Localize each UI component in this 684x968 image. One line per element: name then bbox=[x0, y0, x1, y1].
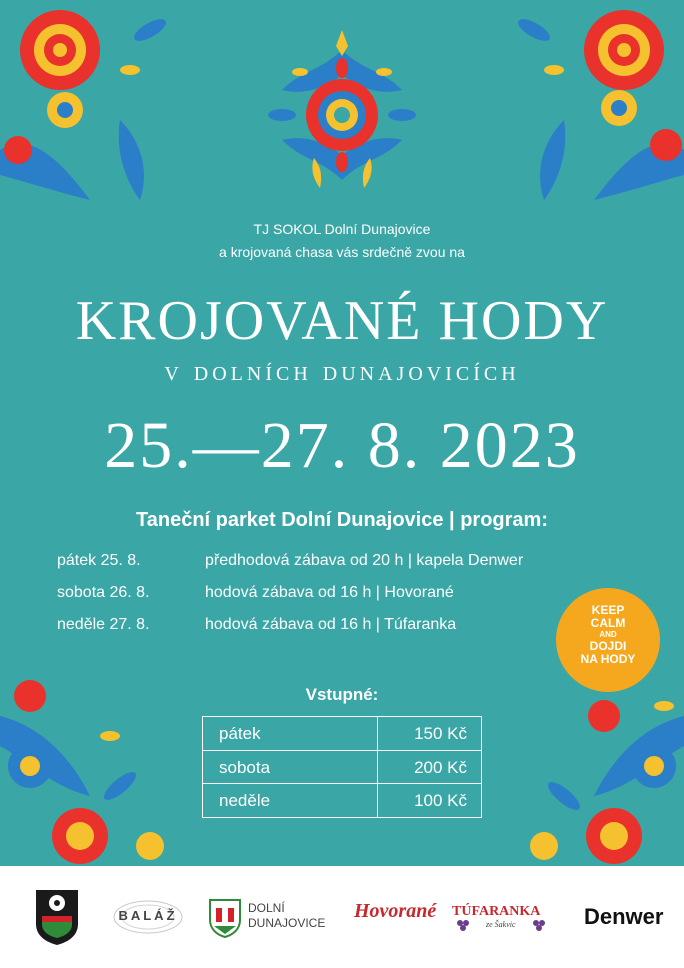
fee-day: sobota bbox=[219, 758, 271, 777]
fees-table bbox=[202, 716, 482, 818]
event-title: KROJOVANÉ HODY bbox=[75, 290, 609, 352]
village-coat-of-arms-icon bbox=[208, 898, 242, 938]
intro-line-2: a krojovaná chasa vás srdečně zvou na bbox=[219, 244, 465, 260]
badge-line: KEEP bbox=[591, 603, 625, 617]
event-date: 25.—27. 8. 2023 bbox=[104, 409, 580, 482]
fees-divider bbox=[377, 717, 378, 817]
fee-row bbox=[203, 717, 481, 751]
badge-line: NA HODY bbox=[580, 652, 636, 666]
program-day: neděle 27. 8. bbox=[57, 616, 150, 633]
program-day: sobota 26. 8. bbox=[57, 584, 150, 601]
program-day: pátek 25. 8. bbox=[57, 552, 141, 569]
folk-ornament-top bbox=[262, 30, 422, 200]
football-club-crest-logo bbox=[34, 888, 80, 946]
fee-price: 150 Kč bbox=[414, 724, 467, 743]
folk-ornament-top-left bbox=[0, 0, 180, 220]
badge-line: CALM bbox=[590, 616, 626, 630]
tufaranka-logo: TÚFARANKA bbox=[452, 904, 541, 919]
denwer-logo: Denwer bbox=[584, 904, 664, 929]
program-heading: Taneční parket Dolní Dunajovice | program: bbox=[136, 509, 548, 531]
badge-line: AND bbox=[599, 630, 617, 639]
fee-price: 100 Kč bbox=[414, 791, 467, 810]
fee-row bbox=[203, 750, 481, 784]
hovorane-logo: Hovorané bbox=[354, 900, 437, 922]
keep-calm-badge bbox=[556, 588, 660, 692]
fee-day: neděle bbox=[219, 791, 271, 810]
tufaranka-subtitle: ze Šakvic bbox=[486, 920, 516, 929]
badge-line: DOJDI bbox=[589, 639, 627, 653]
program-desc: hodová zábava od 16 h | Túfaranka bbox=[205, 616, 457, 633]
program-desc: hodová zábava od 16 h | Hovorané bbox=[205, 584, 454, 601]
fee-price: 200 Kč bbox=[414, 758, 467, 777]
intro-line-1: TJ SOKOL Dolní Dunajovice bbox=[253, 221, 431, 237]
grape-icon bbox=[454, 918, 474, 934]
village-name-line-2: DUNAJOVICE bbox=[248, 916, 326, 930]
folk-ornament-top-right bbox=[504, 0, 684, 220]
event-subtitle: v dolních dunajovicích bbox=[164, 356, 520, 387]
grape-icon bbox=[530, 918, 550, 934]
village-name-line-1: DOLNÍ bbox=[248, 901, 285, 915]
fee-day: pátek bbox=[219, 724, 261, 743]
fee-row bbox=[203, 783, 481, 817]
sponsor-bar bbox=[0, 866, 684, 968]
fees-heading: Vstupné: bbox=[305, 685, 379, 704]
balaz-logo-text: BALÁŽ bbox=[118, 908, 178, 923]
program-desc: předhodová zábava od 20 h | kapela Denwer bbox=[205, 552, 524, 569]
